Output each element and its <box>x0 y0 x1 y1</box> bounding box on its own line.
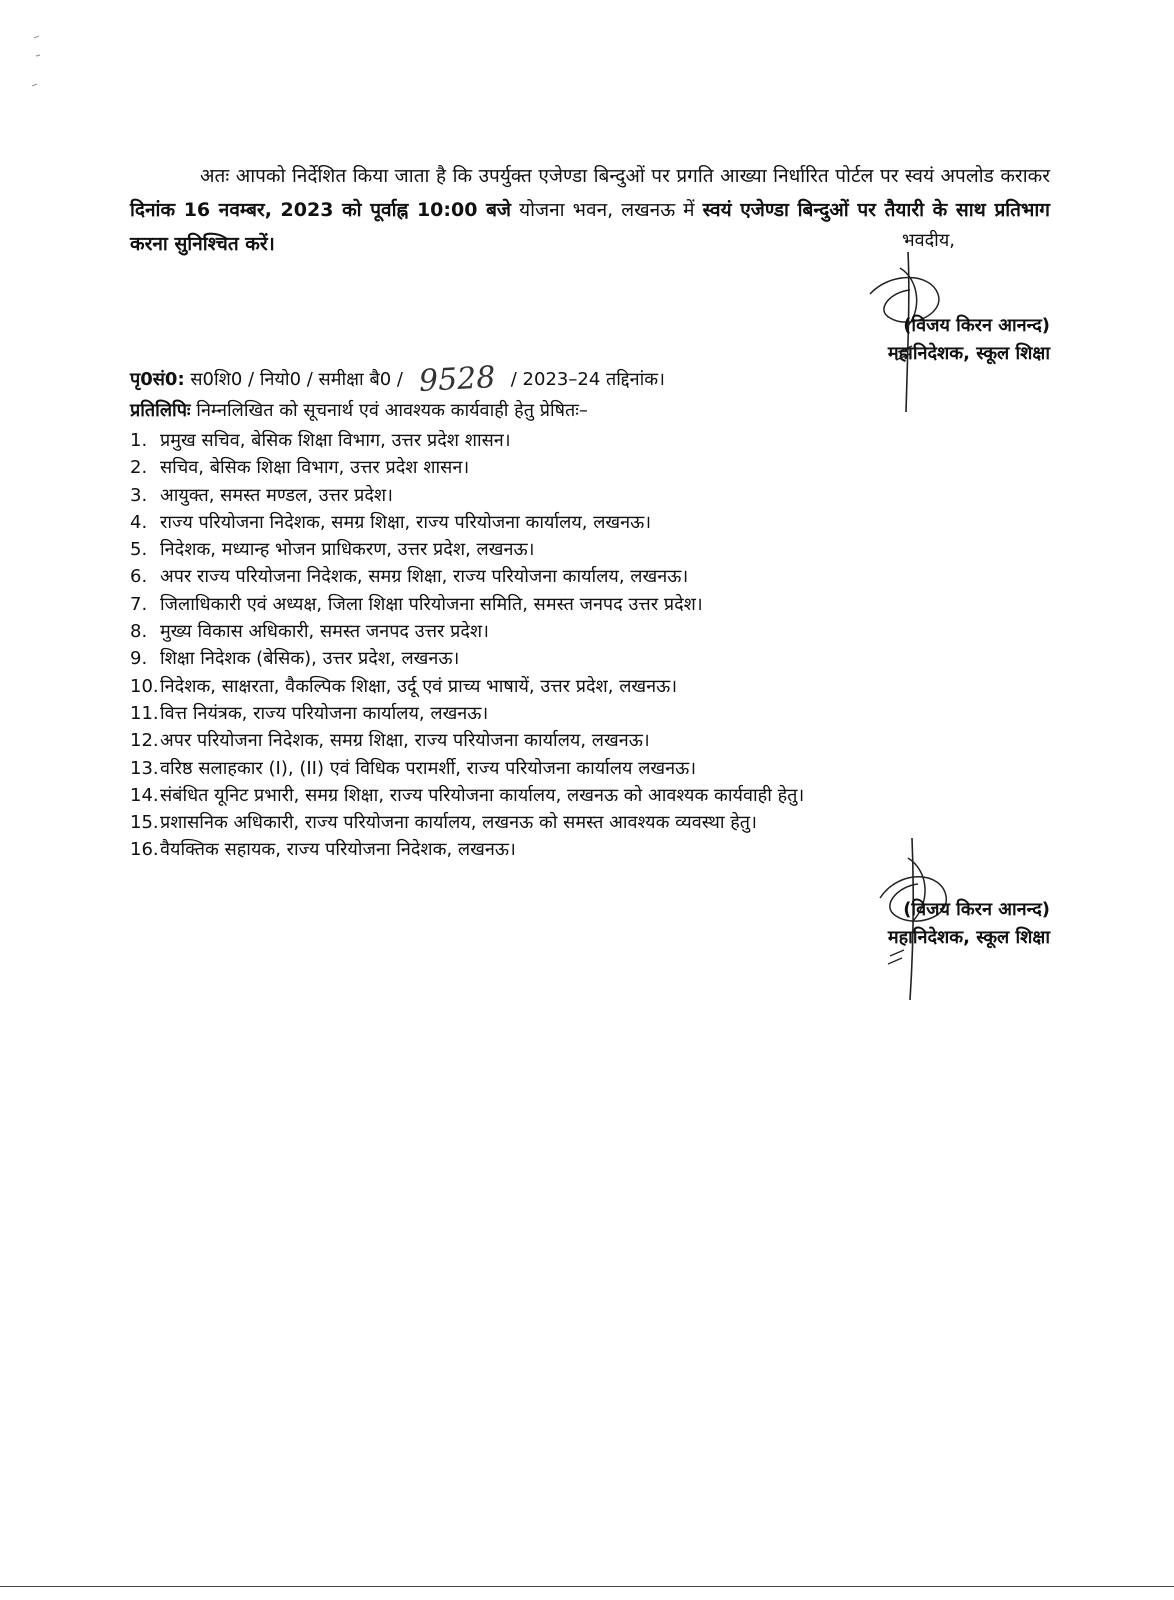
recipient-number: 6. <box>130 566 148 588</box>
signatory-designation-2: महानिदेशक, स्कूल शिक्षा <box>887 927 1050 948</box>
signatory-designation: महानिदेशक, स्कूल शिक्षा <box>887 343 1050 364</box>
recipient-item <box>130 645 1030 672</box>
copy-to-heading <box>130 397 588 425</box>
paragraph-text-2: योजना भवन, लखनऊ में <box>511 199 703 221</box>
recipient-number: 13. <box>130 757 159 779</box>
recipient-number: 5. <box>130 539 148 561</box>
recipient-number: 2. <box>130 457 148 479</box>
recipient-number: 3. <box>130 484 148 506</box>
reference-label: पृ0सं0: <box>130 369 185 390</box>
recipient-text: आयुक्त, समस्त मण्डल, उत्तर प्रदेश। <box>160 484 393 506</box>
reference-year-date: / 2023–24 तद्दिनांक। <box>505 369 665 390</box>
copy-intro: निम्नलिखित को सूचनार्थ एवं आवश्यक कार्यवाही हेतु प्रेषितः– <box>190 400 588 421</box>
recipient-text: जिलाधिकारी एवं अध्यक्ष, जिला शिक्षा परियोजना समिति, समस्त जनपद उत्तर प्रदेश। <box>160 593 703 615</box>
recipient-text: शिक्षा निदेशक (बेसिक), उत्तर प्रदेश, लखनऊ। <box>160 648 460 670</box>
recipient-item <box>130 482 1030 509</box>
recipient-text: प्रशासनिक अधिकारी, राज्य परियोजना कार्यालय, लखनऊ को समस्त आवश्यक व्यवस्था हेतु। <box>160 812 757 834</box>
recipient-item <box>130 509 1030 536</box>
recipient-item <box>130 727 1030 754</box>
recipient-text: राज्य परियोजना निदेशक, समग्र शिक्षा, राज्य परियोजना कार्यालय, लखनऊ। <box>160 511 652 533</box>
recipient-item <box>130 782 1030 809</box>
recipient-text: वित्त नियंत्रक, राज्य परियोजना कार्यालय, लखनऊ। <box>160 702 489 724</box>
salutation: भवदीय, <box>901 230 955 251</box>
recipient-number: 4. <box>130 511 148 533</box>
recipient-text: निदेशक, मध्यान्ह भोजन प्राधिकरण, उत्तर प्रदेश, लखनऊ। <box>160 539 535 561</box>
recipient-number: 10. <box>130 675 159 697</box>
recipient-text: संबंधित यूनिट प्रभारी, समग्र शिक्षा, राज्य परियोजना कार्यालय, लखनऊ को आवश्यक कार्यवाही हेतु। <box>160 784 805 806</box>
page-bottom-rule <box>0 1586 1174 1587</box>
signatory-name: (विजय किरन आनन्द) <box>903 315 1050 336</box>
recipient-number: 7. <box>130 593 148 615</box>
meeting-date-time: दिनांक 16 नवम्बर, 2023 को पूर्वाह्न 10:00 बजे <box>130 199 512 221</box>
recipient-text: अपर राज्य परियोजना निदेशक, समग्र शिक्षा, राज्य परियोजना कार्यालय, लखनऊ। <box>160 566 689 588</box>
recipient-item <box>130 673 1030 700</box>
paragraph-instruction-bold: स्वयं एजेण्डा बिन्दुओं पर तैयारी के साथ प्रतिभाग करना सुनिश्चित करें। <box>130 199 1050 255</box>
recipient-number: 9. <box>130 648 148 670</box>
copy-label: प्रतिलिपिः <box>130 400 191 421</box>
recipient-item <box>130 563 1030 590</box>
signatory-name-2: (विजय किरन आनन्द) <box>903 899 1050 920</box>
reference-text: स0शि0 / नियो0 / समीक्षा बै0 / <box>184 369 409 390</box>
recipient-number: 1. <box>130 430 148 451</box>
recipient-text: वरिष्ठ सलाहकार (I), (II) एवं विधिक परामर्शी, राज्य परियोजना कार्यालय लखनऊ। <box>160 757 697 779</box>
recipient-item <box>130 591 1030 618</box>
signature-block-1 <box>888 312 1050 368</box>
recipient-number: 12. <box>130 730 159 752</box>
recipient-item <box>130 700 1030 727</box>
recipient-number: 15. <box>130 812 159 834</box>
recipient-item <box>130 536 1030 563</box>
recipient-text: वैयक्तिक सहायक, राज्य परियोजना निदेशक, लखनऊ। <box>160 839 516 861</box>
recipient-number: 14. <box>130 784 159 806</box>
recipient-text: निदेशक, साक्षरता, वैकल्पिक शिक्षा, उर्दू एवं प्राच्य भाषायें, उत्तर प्रदेश, लखनऊ। <box>160 675 678 697</box>
signature-block-2 <box>888 896 1050 952</box>
recipient-text: मुख्य विकास अधिकारी, समस्त जनपद उत्तर प्रदेश। <box>160 621 489 643</box>
scan-speck-marks <box>30 30 50 100</box>
recipient-item <box>130 618 1030 645</box>
handwritten-reference-number: 9528 <box>417 360 496 399</box>
paragraph-text-1: अतः आपको निर्देशित किया जाता है कि उपर्युक्त एजेण्डा बिन्दुओं पर प्रगति आख्या निर्धारित पोर्टल पर स्वयं अपलोड कराकर <box>200 165 1050 187</box>
recipient-text: अपर परियोजना निदेशक, समग्र शिक्षा, राज्य परियोजना कार्यालय, लखनऊ। <box>160 730 650 752</box>
recipient-item <box>130 427 1030 454</box>
recipient-item <box>130 755 1030 782</box>
recipient-item <box>130 454 1030 481</box>
recipient-number: 8. <box>130 621 148 643</box>
reference-number-line <box>130 360 890 399</box>
recipient-text: प्रमुख सचिव, बेसिक शिक्षा विभाग, उत्तर प्रदेश शासन। <box>160 430 511 451</box>
recipient-number: 11. <box>130 702 159 724</box>
recipient-text: सचिव, बेसिक शिक्षा विभाग, उत्तर प्रदेश शासन। <box>160 457 470 479</box>
recipient-number: 16. <box>130 839 159 861</box>
recipient-list <box>130 427 1030 864</box>
